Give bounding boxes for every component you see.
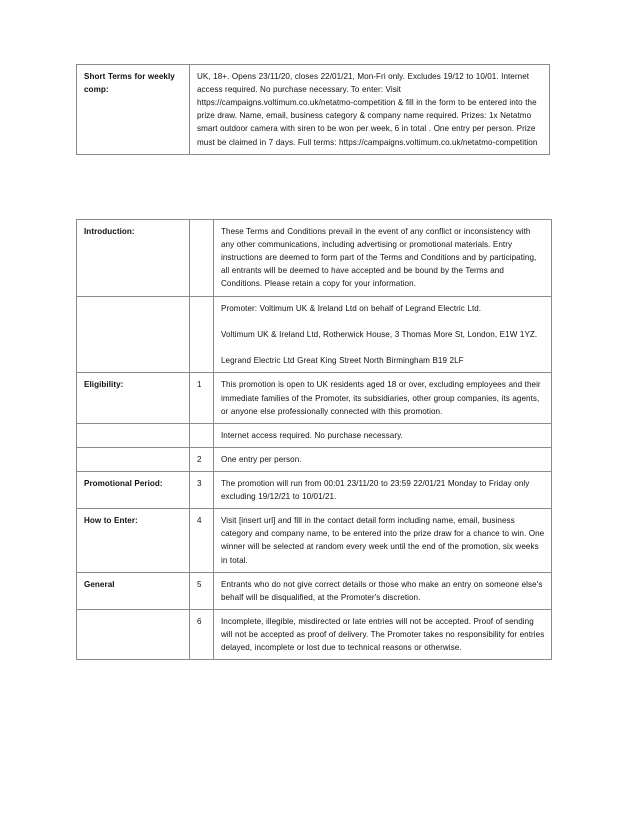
row-body-paragraph: Visit [insert url] and fill in the contact detail form including name, email, business category and company name, to be entered into the prize draw for a chance to win. One winner will be selected at random every week until the end of the promotion, six weeks in total. — [221, 516, 545, 565]
row-number — [190, 220, 214, 297]
row-label: How to Enter: — [77, 509, 190, 572]
table-row — [77, 472, 552, 509]
empty-number — [197, 431, 200, 440]
empty-number — [197, 227, 200, 236]
row-number: 3 — [190, 472, 214, 509]
row-body-paragraph: This promotion is open to UK residents aged 18 or over, excluding employees and their immediate families of the Promoter, its subsidiaries, other group companies, its agents, or anyone else professionally connected with this promotion. — [221, 380, 541, 416]
table-row — [77, 220, 552, 297]
short-terms-table-body — [77, 65, 550, 155]
row-number — [190, 423, 214, 447]
row-body — [214, 572, 552, 609]
row-number: 6 — [190, 609, 214, 659]
empty-label — [84, 617, 87, 626]
row-number: 1 — [190, 373, 214, 423]
table-row — [77, 609, 552, 659]
row-body — [214, 472, 552, 509]
row-label: Promotional Period: — [77, 472, 190, 509]
table-row — [77, 423, 552, 447]
row-label-short-terms: Short Terms for weekly comp: — [77, 65, 190, 155]
terms-conditions-table — [76, 219, 552, 660]
row-body-paragraph: Incomplete, illegible, misdirected or late entries will not be accepted. Proof of sending will not be accepted as proof of delivery. The Promoter takes no responsibility for entries delayed, incomplete or lost due to technical reasons or otherwise. — [221, 616, 545, 653]
short-terms-table — [76, 64, 550, 155]
row-body-paragraph: One entry per person. — [221, 454, 302, 464]
row-label: General — [77, 572, 190, 609]
row-body — [214, 220, 552, 297]
row-body-paragraph: Internet access required. No purchase necessary. — [221, 430, 403, 440]
row-label — [77, 296, 190, 373]
row-number: 4 — [190, 509, 214, 572]
row-body-short-terms: UK, 18+. Opens 23/11/20, closes 22/01/21, Mon-Fri only. Excludes 19/12 to 10/01. Internet access required. No purchase necessary. To enter: Visit https://campaigns.voltimum.co.uk/netatmo-competition & fill in the form to be entered into the prize draw. Name, email, business category & company name required. Prizes: 1x Netatmo smart outdoor camera with siren to be won per week, 6 in total . One entry per person. Prize must be claimed in 7 days. Full terms: https://campaigns.voltimum.co.uk/netatmo-competition — [190, 65, 550, 155]
row-body — [214, 373, 552, 423]
row-body-paragraph: These Terms and Conditions prevail in the event of any conflict or inconsistency with any other communications, including advertising or promotional materials. Entry instructions are deemed to form part of the Terms and Conditions and by participating, all entrants will be deemed to have accepted and be bound by the Terms and Conditions. Please retain a copy for your information. — [221, 227, 537, 289]
table-row — [77, 373, 552, 423]
row-body-paragraph: Promoter: Voltimum UK & Ireland Ltd on behalf of Legrand Electric Ltd. — [221, 303, 482, 313]
table-row — [77, 447, 552, 471]
row-label — [77, 447, 190, 471]
row-body — [214, 423, 552, 447]
empty-number — [197, 304, 200, 313]
row-body — [214, 509, 552, 572]
terms-conditions-table-body — [77, 220, 552, 660]
table-row — [77, 65, 550, 155]
row-number: 5 — [190, 572, 214, 609]
row-body — [214, 296, 552, 373]
row-label: Introduction: — [77, 220, 190, 297]
row-body-paragraph: The promotion will run from 00:01 23/11/20 to 23:59 22/01/21 Monday to Friday only excluding 19/12/21 to 10/01/21. — [221, 479, 530, 502]
row-body-paragraph: Legrand Electric Ltd Great King Street North Birmingham B19 2LF — [221, 356, 464, 366]
row-body — [214, 447, 552, 471]
table-row — [77, 572, 552, 609]
row-number — [190, 296, 214, 373]
row-label — [77, 609, 190, 659]
table-row — [77, 296, 552, 373]
row-label: Eligibility: — [77, 373, 190, 423]
table-row — [77, 509, 552, 572]
row-body-paragraph: Voltimum UK & Ireland Ltd, Rotherwick House, 3 Thomas More St, London, E1W 1YZ. — [221, 329, 538, 339]
row-body-paragraph: Entrants who do not give correct details or those who make an entry on someone else's behalf will be disqualified, at the Promoter's discretion. — [221, 579, 543, 602]
row-label — [77, 423, 190, 447]
empty-label — [84, 431, 87, 440]
empty-label — [84, 455, 87, 464]
row-body — [214, 609, 552, 659]
row-number: 2 — [190, 447, 214, 471]
empty-label — [84, 304, 87, 313]
